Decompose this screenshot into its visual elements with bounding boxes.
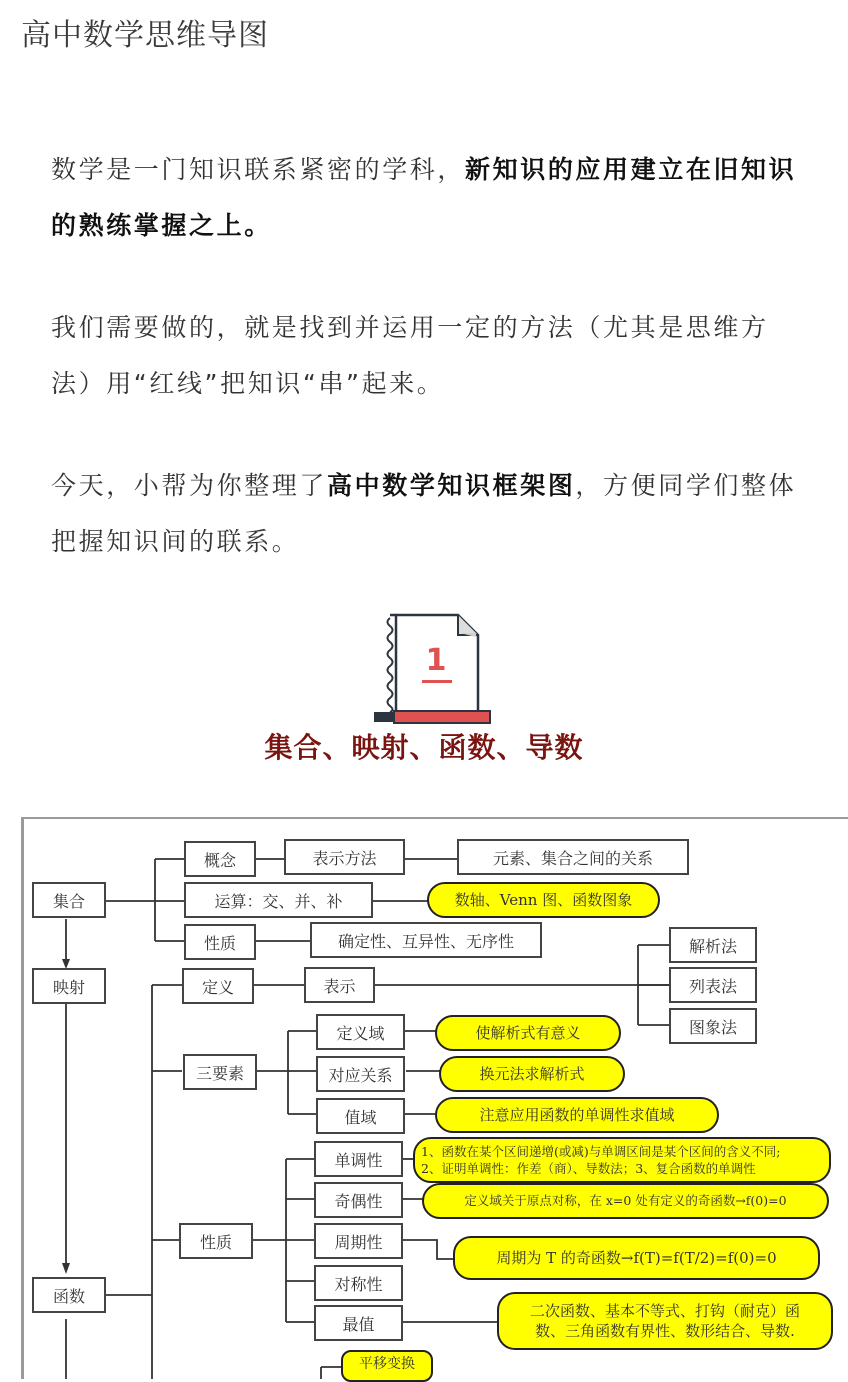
node-function-representation: 表示: [304, 967, 375, 1003]
node-function-properties: 性质: [179, 1223, 253, 1259]
node-set-properties: 性质: [184, 924, 256, 960]
node-set-relations: 元素、集合之间的关系: [457, 839, 689, 875]
node-three-elements: 三要素: [183, 1054, 257, 1090]
note-extremum-line2: 数、三角函数有界性、数形结合、导数.: [535, 1322, 795, 1340]
note-periodicity: 周期为 T 的奇函数→f(T)=f(T/2)=f(0)=0: [453, 1236, 820, 1280]
node-concept: 概念: [184, 841, 256, 877]
node-parity: 奇偶性: [314, 1182, 403, 1218]
section-number: 1: [425, 643, 447, 678]
intro-paragraph-3: [51, 458, 811, 570]
node-analytic-method: 解析法: [669, 927, 757, 963]
intro-paragraph-1: [51, 142, 811, 254]
node-extremum: 最值: [314, 1305, 403, 1341]
paragraph-emphasis: 高中数学知识框架图: [327, 471, 576, 500]
paragraph-text: 我们需要做的，就是找到并运用一定的方法（尤其是思维方法）用“红线”把知识“串”起来。: [51, 313, 769, 398]
note-monotonicity-line2: 2、证明单调性：作差（商）、导数法；3、复合函数的单调性: [421, 1161, 756, 1176]
note-translation: 平移变换: [341, 1350, 433, 1382]
node-definition: 定义: [182, 968, 254, 1004]
node-periodicity: 周期性: [314, 1223, 403, 1259]
node-symmetry: 对称性: [314, 1265, 403, 1301]
note-monotonicity: [413, 1137, 831, 1183]
paragraph-text-after: ，方便同学们整体把握知识间的联系。: [51, 471, 797, 556]
node-range: 值域: [316, 1098, 405, 1134]
paragraph-text: 数学是一门知识联系紧密的学科，: [51, 155, 466, 184]
note-range: 注意应用函数的单调性求值域: [435, 1097, 719, 1133]
page-title: 高中数学思维导图: [21, 18, 269, 53]
intro-paragraph-2: [51, 300, 811, 412]
note-parity: 定义域关于原点对称，在 x=0 处有定义的奇函数→f(0)=0: [422, 1183, 829, 1219]
node-mapping-rule: 对应关系: [316, 1056, 405, 1092]
note-extremum-line1: 二次函数、基本不等式、打钩（耐克）函: [529, 1302, 800, 1320]
node-set-properties-detail: 确定性、互异性、无序性: [310, 922, 542, 958]
note-mapping-rule: 换元法求解析式: [439, 1056, 625, 1092]
node-mapping: 映射: [32, 968, 106, 1004]
paragraph-text: 今天，小帮为你整理了: [51, 471, 328, 500]
note-set-operations-tools: 数轴、Venn 图、函数图象: [427, 882, 660, 918]
node-domain: 定义域: [316, 1014, 405, 1050]
node-set: 集合: [32, 882, 106, 918]
node-table-method: 列表法: [669, 967, 757, 1003]
note-domain: 使解析式有意义: [435, 1015, 621, 1051]
node-function: 函数: [32, 1277, 106, 1313]
document-page-icon: [372, 612, 494, 724]
node-set-operations: 运算：交、并、补: [184, 882, 373, 918]
node-graph-method: 图象法: [669, 1008, 757, 1044]
knowledge-framework-diagram: [21, 817, 848, 1379]
node-set-representation: 表示方法: [284, 839, 405, 875]
note-extremum: [497, 1292, 833, 1350]
paragraph-emphasis: 新知识的应用建立在旧知识的熟练掌握之上。: [51, 155, 797, 240]
section-title: 集合、映射、函数、导数: [264, 731, 584, 764]
note-monotonicity-line1: 1、函数在某个区间递增(或减)与单调区间是某个区间的含义不同;: [421, 1144, 781, 1159]
node-monotonicity: 单调性: [314, 1141, 403, 1177]
